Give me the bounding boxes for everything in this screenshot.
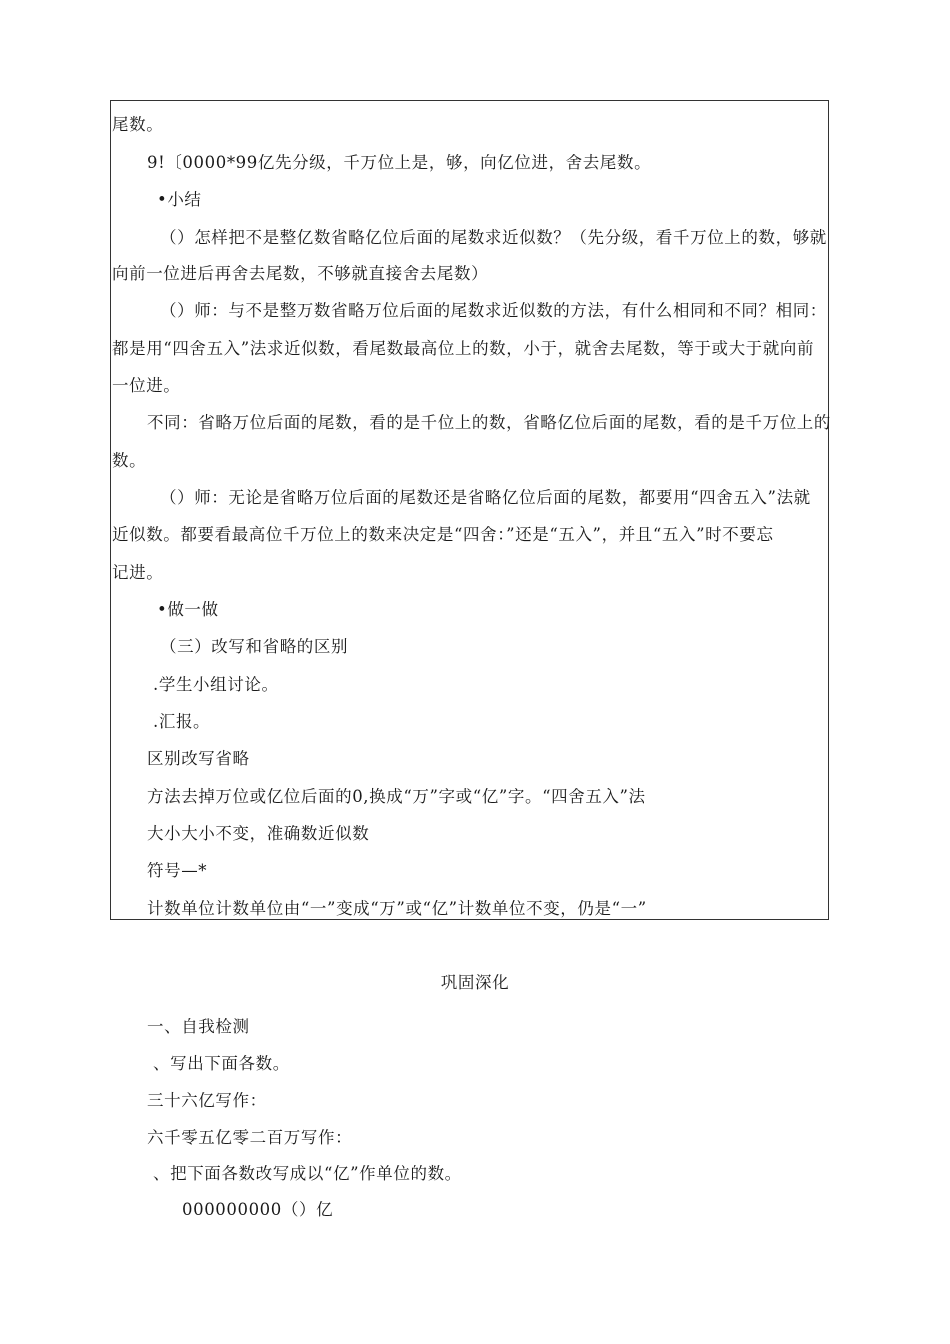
text-line: 尾数。 [112, 115, 164, 134]
text-line: 计数单位计数单位由“一”变成“万”或“亿”计数单位不变，仍是“一” [147, 899, 647, 918]
text-line: 记进。 [112, 563, 164, 582]
bullet-heading-summary: •小结 [157, 190, 202, 209]
subsection-heading: （三）改写和省略的区别 [160, 637, 349, 656]
bullet-heading-practice: •做一做 [157, 600, 219, 619]
text-line: 一位进。 [112, 376, 181, 395]
text-line: 、把下面各数改写成以“亿”作单位的数。 [153, 1164, 462, 1183]
text-line: 符号—* [147, 861, 208, 880]
text-line: 区别改写省略 [147, 749, 250, 768]
text-line: 数。 [112, 451, 147, 470]
text-line: 大小大小不变，准确数近似数 [147, 824, 370, 843]
text-line: 向前一位进后再舍去尾数，不够就直接舍去尾数） [112, 264, 489, 283]
text-line: .汇报。 [153, 712, 211, 731]
text-line: 不同：省略万位后面的尾数，看的是千位上的数，省略亿位后面的尾数，看的是千万位上的 [147, 413, 831, 432]
text-line: 一、自我检测 [147, 1017, 250, 1036]
text-line: 近似数。都要看最高位千万位上的数来决定是“四舍：”还是“五入”，并且“五入”时不要忘 [112, 525, 774, 544]
text-line: 三十六亿写作： [147, 1091, 267, 1110]
text-line: 9!〔0000*99亿先分级，千万位上是，够，向亿位进，舍去尾数。 [147, 153, 652, 172]
text-line: （）怎样把不是整亿数省略亿位后面的尾数求近似数？（先分级，看千万位上的数，够就 [160, 228, 827, 247]
text-line: （）师：与不是整万数省略万位后面的尾数求近似数的方法，有什么相同和不同？相同： [160, 301, 827, 320]
text-line: 六千零五亿零二百万写作： [147, 1128, 353, 1147]
text-line: 方法去掉万位或亿位后面的0,换成“万”字或“亿”字。“四舍五入”法 [147, 787, 646, 806]
section-title: 巩固深化 [440, 973, 510, 992]
text-line: 都是用“四舍五入”法求近似数，看尾数最高位上的数，小于，就舍去尾数，等于或大于就向前 [112, 339, 815, 358]
text-line: 、写出下面各数。 [153, 1054, 290, 1073]
text-line: 000000000（）亿 [182, 1200, 334, 1219]
text-line: （）师：无论是省略万位后面的尾数还是省略亿位后面的尾数，都要用“四舍五入”法就 [160, 488, 811, 507]
text-line: .学生小组讨论。 [153, 675, 279, 694]
